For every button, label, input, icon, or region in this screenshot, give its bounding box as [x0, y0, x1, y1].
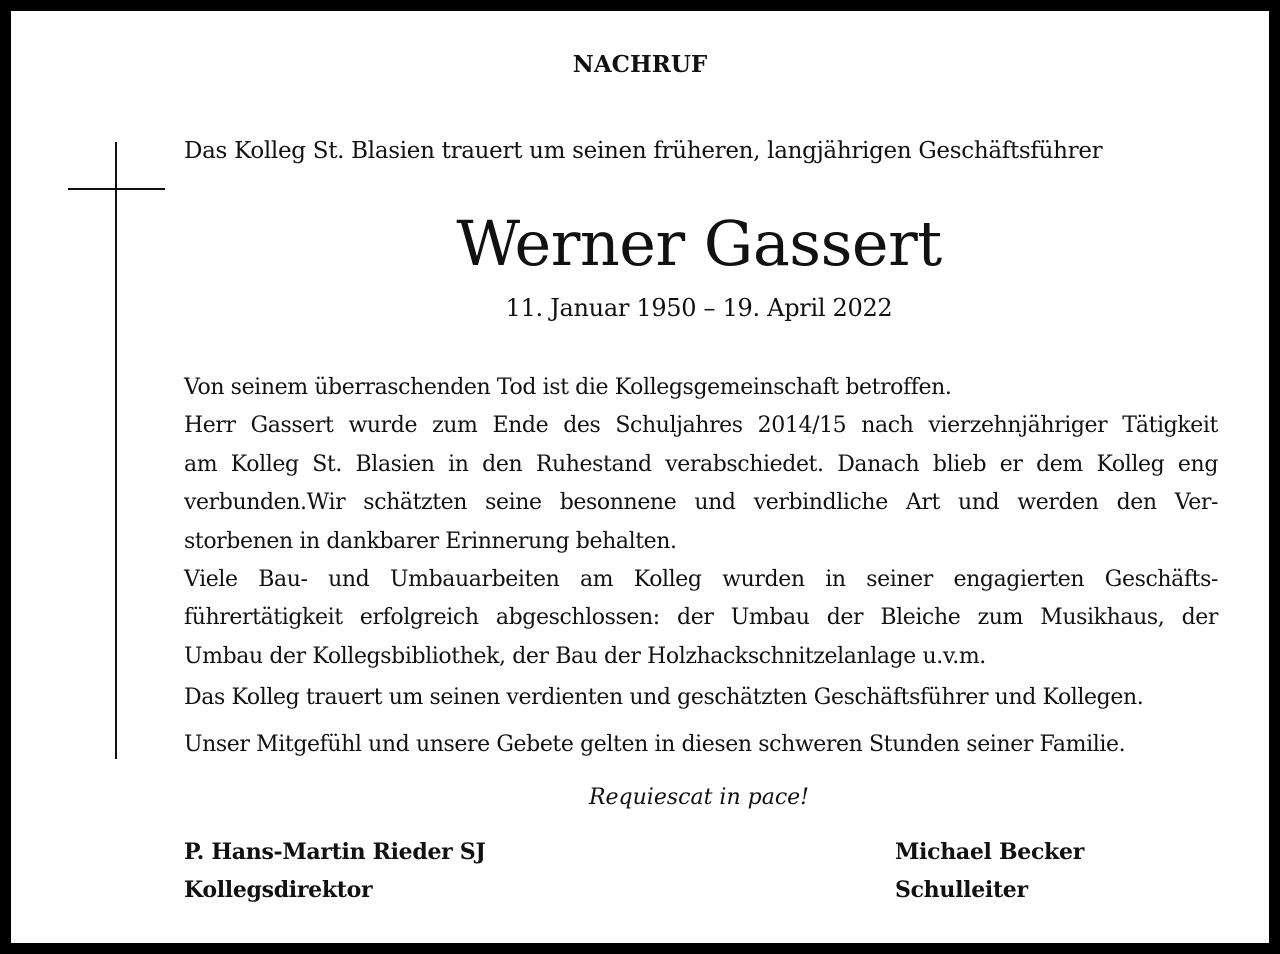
obituary-notice: [11, 11, 1269, 943]
body-line: Herr Gassert wurde zum Ende des Schuljahres 2014/15 nach vierzehnjähriger Tätigkeit: [184, 413, 1218, 439]
signature-left: [184, 833, 486, 909]
intro-line: Das Kolleg St. Blasien trauert um seinen früheren, langjährigen Geschäftsführer: [184, 138, 1103, 164]
deceased-name: Werner Gassert: [456, 207, 942, 280]
signature-left-title: Kollegsdirektor: [184, 877, 373, 903]
body-line: storbenen in dankbarer Erinnerung behalten.: [184, 528, 677, 554]
body-line: führertätigkeit erfolgreich abgeschlossen: der Umbau der Bleiche zum Musikhaus, der: [184, 605, 1218, 631]
cross-icon-horizontal-bar: [68, 188, 165, 190]
signature-right: [895, 833, 1084, 909]
closing-line-2: Unser Mitgefühl und unsere Gebete gelten in diesen schweren Stunden seiner Familie.: [184, 732, 1126, 757]
signature-left-name: P. Hans-Martin Rieder SJ: [184, 839, 486, 865]
body-line: verbunden.Wir schätzten seine besonnene und verbindliche Art und werden den Ver-: [184, 490, 1218, 516]
life-dates: 11. Januar 1950 – 19. April 2022: [505, 294, 893, 322]
notice-heading: NACHRUF: [572, 51, 708, 78]
requiescat-line: Requiescat in pace!: [588, 785, 810, 810]
closing-line-1: Das Kolleg trauert um seinen verdienten und geschätzten Geschäftsführer und Kollegen.: [184, 685, 1144, 710]
body-text: [184, 369, 1218, 676]
body-line: Umbau der Kollegsbibliothek, der Bau der Holzhackschnitzelanlage u.v.m.: [184, 643, 986, 669]
body-line: Viele Bau- und Umbauarbeiten am Kolleg wurden in seiner engagierten Geschäfts-: [184, 567, 1218, 593]
cross-icon-vertical-bar: [115, 142, 117, 759]
body-line: Von seinem überraschenden Tod ist die Kollegsgemeinschaft betroffen.: [184, 375, 952, 400]
signature-right-title: Schulleiter: [895, 877, 1028, 903]
signature-right-name: Michael Becker: [895, 839, 1084, 865]
body-line: am Kolleg St. Blasien in den Ruhestand verabschiedet. Danach blieb er dem Kolleg eng: [184, 451, 1218, 477]
